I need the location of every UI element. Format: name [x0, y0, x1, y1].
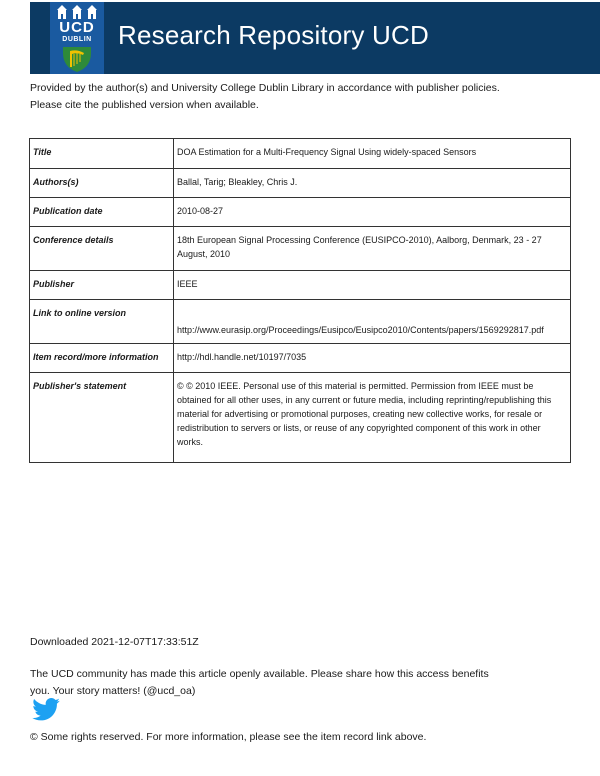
table-row — [30, 198, 571, 227]
publisher-statement-label: Publisher's statement — [30, 373, 174, 463]
ucd-logo — [50, 2, 104, 74]
twitter-icon[interactable] — [32, 698, 60, 721]
conference-value: 18th European Signal Processing Conference (EUSIPCO-2010), Aalborg, Denmark, 23 - 27 August, 2010 — [174, 227, 571, 271]
publisher-value: IEEE — [174, 271, 571, 300]
authors-value: Ballal, Tarig; Bleakley, Chris J. — [174, 169, 571, 198]
online-version-link[interactable]: http://www.eurasip.org/Proceedings/Eusipco/Eusipco2010/Contents/papers/1569292817.pdf — [177, 325, 544, 335]
item-record-link[interactable]: http://hdl.handle.net/10197/7035 — [177, 352, 307, 362]
table-row — [30, 271, 571, 300]
item-record-cell — [174, 344, 571, 373]
publication-date-label: Publication date — [30, 198, 174, 227]
logo-dublin-text: DUBLIN — [62, 36, 92, 43]
logo-ucd-text: UCD — [59, 19, 95, 36]
authors-label: Authors(s) — [30, 169, 174, 198]
community-message: The UCD community has made this article openly available. Please share how this access benefits you. Your story matters! (@ucd_oa) — [30, 668, 489, 697]
conference-label: Conference details — [30, 227, 174, 271]
publication-date-value: 2010-08-27 — [174, 198, 571, 227]
table-row — [30, 169, 571, 198]
record-table — [29, 138, 571, 463]
item-record-label: Item record/more information — [30, 344, 174, 373]
repository-title: Research Repository UCD — [118, 20, 429, 50]
harp-icon — [61, 45, 93, 73]
intro-text: Provided by the author(s) and University College Dublin Library in accordance with publisher policies. Please cite the published version when available. — [30, 82, 500, 111]
publisher-statement-value: © © 2010 IEEE. Personal use of this material is permitted. Permission from IEEE must be obtained for all other uses, in any current or future media, including reprinting/republishing this material for advertising or promotional purposes, creating new collective works, for resale or redistribution to servers or lists, or reuse of any copyrighted component of this work in other works. — [174, 373, 571, 463]
rights-notice: © Some rights reserved. For more information, please see the item record link above. — [30, 731, 427, 743]
downloaded-timestamp: Downloaded 2021-12-07T17:33:51Z — [30, 636, 199, 648]
table-row — [30, 300, 571, 344]
header-banner — [30, 2, 600, 74]
table-row — [30, 344, 571, 373]
table-row — [30, 139, 571, 169]
castle-towers-icon — [56, 5, 98, 19]
online-version-label: Link to online version — [30, 300, 174, 344]
table-row — [30, 373, 571, 463]
table-row — [30, 227, 571, 271]
online-version-cell — [174, 300, 571, 344]
title-value: DOA Estimation for a Multi-Frequency Signal Using widely-spaced Sensors — [174, 139, 571, 169]
title-label: Title — [30, 139, 174, 169]
publisher-label: Publisher — [30, 271, 174, 300]
